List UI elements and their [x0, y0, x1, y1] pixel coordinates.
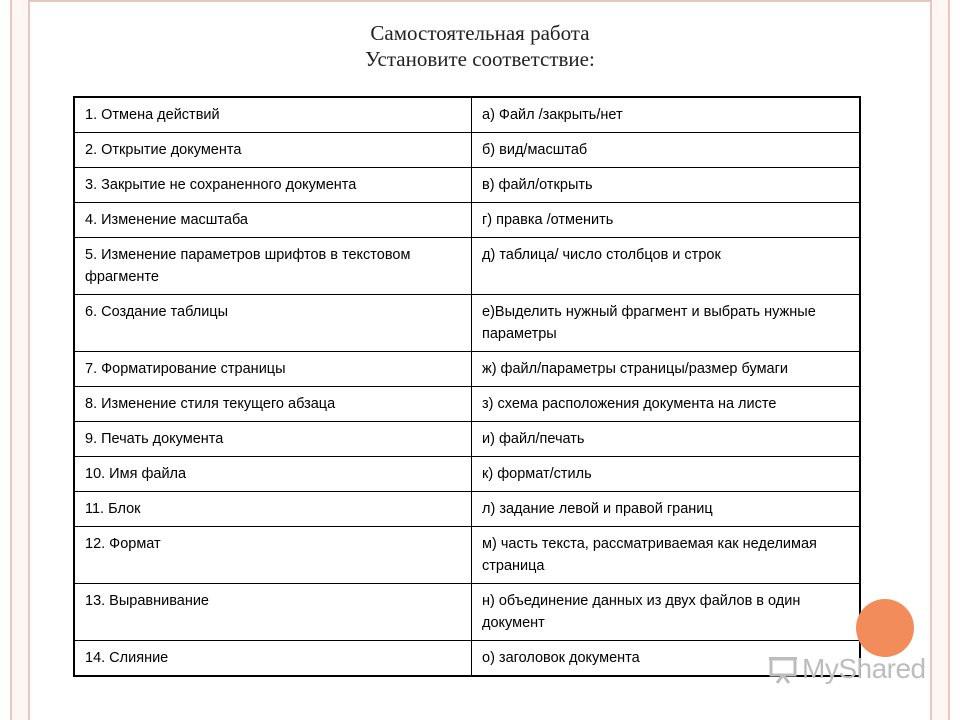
answer-cell: и) файл/печать [472, 422, 861, 457]
task-cell: 1. Отмена действий [74, 97, 472, 133]
table-row [74, 97, 860, 133]
task-cell: 8. Изменение стиля текущего абзаца [74, 387, 472, 422]
answer-cell: г) правка /отменить [472, 203, 861, 238]
task-cell: 9. Печать документа [74, 422, 472, 457]
slide-title [0, 20, 960, 72]
task-cell: 7. Форматирование страницы [74, 352, 472, 387]
presentation-board-icon [768, 654, 798, 684]
watermark [768, 653, 926, 685]
table-row [74, 584, 860, 641]
table-row [74, 168, 860, 203]
table-row [74, 641, 860, 677]
table-row [74, 527, 860, 584]
answer-cell: е)Выделить нужный фрагмент и выбрать нужные параметры [472, 295, 861, 352]
task-cell: 11. Блок [74, 492, 472, 527]
task-cell: 10. Имя файла [74, 457, 472, 492]
answer-cell: в) файл/открыть [472, 168, 861, 203]
task-cell: 14. Слияние [74, 641, 472, 677]
table-row [74, 387, 860, 422]
title-line-1: Самостоятельная работа [370, 21, 590, 45]
task-cell: 2. Открытие документа [74, 133, 472, 168]
table-row [74, 457, 860, 492]
task-cell: 4. Изменение масштаба [74, 203, 472, 238]
task-cell: 13. Выравнивание [74, 584, 472, 641]
table-row [74, 203, 860, 238]
slide-frame-left [10, 0, 30, 720]
table-row [74, 492, 860, 527]
answer-cell: о) заголовок документа [472, 641, 861, 677]
answer-cell: б) вид/масштаб [472, 133, 861, 168]
table-row [74, 295, 860, 352]
table-row [74, 422, 860, 457]
answer-cell: ж) файл/параметры страницы/размер бумаги [472, 352, 861, 387]
task-cell: 6. Создание таблицы [74, 295, 472, 352]
slide-frame-right [930, 0, 950, 720]
table-row [74, 238, 860, 295]
answer-cell: к) формат/стиль [472, 457, 861, 492]
answer-cell: н) объединение данных из двух файлов в один документ [472, 584, 861, 641]
answer-cell: з) схема расположения документа на листе [472, 387, 861, 422]
matching-table [73, 96, 861, 677]
task-cell: 5. Изменение параметров шрифтов в текстовом фрагменте [74, 238, 472, 295]
table-row [74, 352, 860, 387]
table-row [74, 133, 860, 168]
task-cell: 12. Формат [74, 527, 472, 584]
answer-cell: л) задание левой и правой границ [472, 492, 861, 527]
task-cell: 3. Закрытие не сохраненного документа [74, 168, 472, 203]
answer-cell: м) часть текста, рассматриваемая как неделимая страница [472, 527, 861, 584]
title-line-2: Установите соответствие: [365, 47, 595, 71]
answer-cell: а) Файл /закрыть/нет [472, 97, 861, 133]
decorative-circle [856, 599, 914, 657]
slide-frame-top [10, 0, 950, 2]
watermark-text: MyShared [802, 653, 926, 684]
answer-cell: д) таблица/ число столбцов и строк [472, 238, 861, 295]
